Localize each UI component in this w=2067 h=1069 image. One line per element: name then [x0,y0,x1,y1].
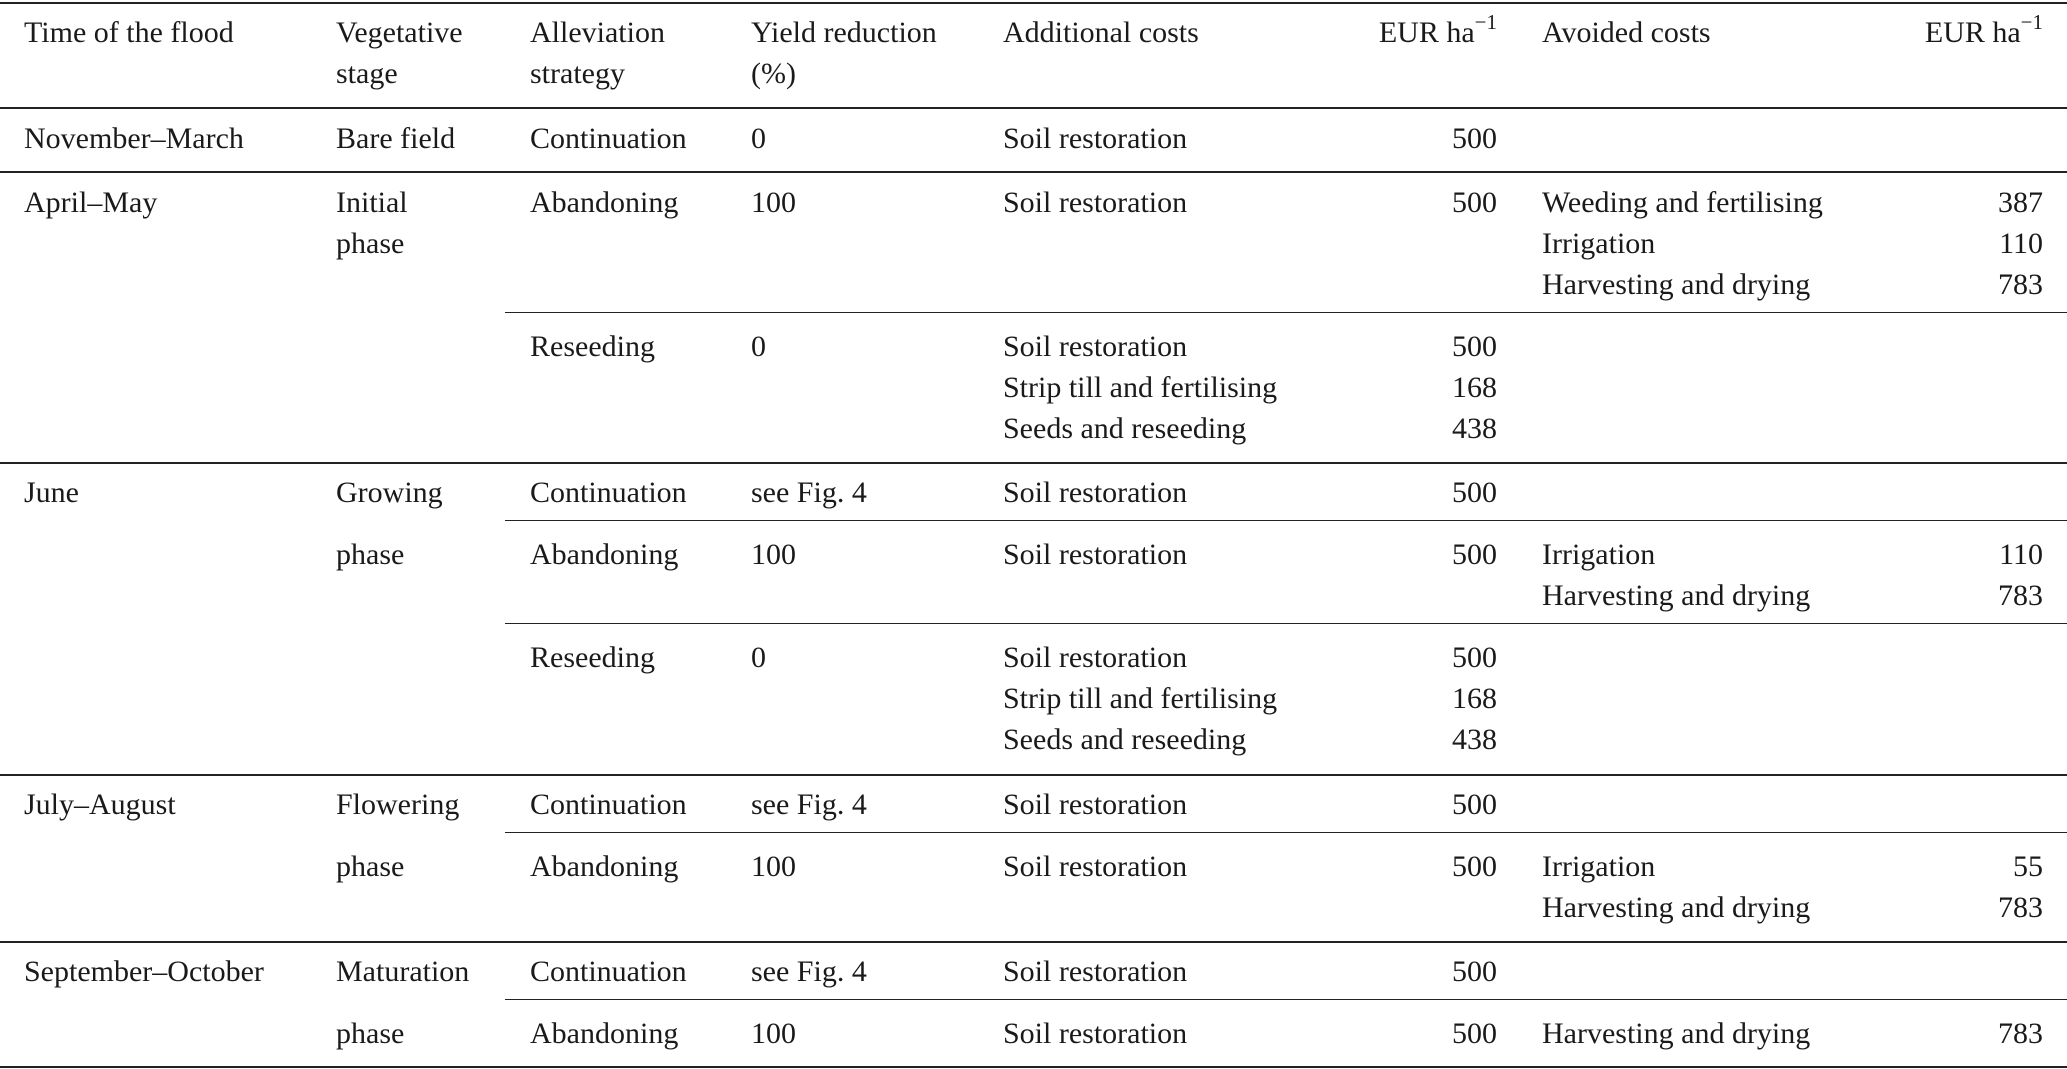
strategy-cell: Continuation [530,788,687,821]
time-cell: November–March [24,122,244,155]
strategy-cell: Abandoning [530,1017,679,1050]
subgroup-rule [505,520,2067,521]
strategy-cell: Abandoning [530,538,679,571]
yield-cell: 0 [751,330,766,363]
additional-cost-values: 500 168 438 [1452,330,1497,445]
header-strategy: Alleviation strategy [530,16,665,90]
strategy-cell: Abandoning [530,850,679,883]
additional-cost-item: Soil restoration [1003,476,1188,509]
avoided-cost-values: 387 110 783 [1998,186,2043,301]
header-avoided-costs: Avoided costs [1542,16,1711,49]
additional-cost-value: 500 [1452,788,1497,821]
yield-cell: 0 [751,641,766,674]
subgroup-rule [505,999,2067,1000]
yield-cell: see Fig. 4 [751,955,867,988]
additional-cost-value: 500 [1452,955,1497,988]
bottom-rule [0,1066,2067,1068]
header-additional-unit: EUR $ha^{-1}$ [1378,10,1497,49]
additional-cost-item: Soil restoration [1003,186,1188,219]
additional-cost-item: Soil restoration [1003,788,1188,821]
yield-cell: see Fig. 4 [751,788,867,821]
yield-cell: 100 [751,538,796,571]
additional-cost-item: Soil restoration [1003,955,1188,988]
group-rule [0,774,2067,776]
stage-cell: phase [336,538,405,571]
subgroup-rule [505,832,2067,833]
time-cell: June [24,476,79,509]
additional-cost-items: Soil restoration Strip till and fertilising Seeds and reseeding [1003,641,1278,756]
additional-cost-item: Soil restoration [1003,850,1188,883]
avoided-cost-values: 55 783 [1998,850,2043,924]
yield-cell: 0 [751,122,766,155]
avoided-cost-items: Irrigation Harvesting and drying [1542,538,1811,612]
yield-cell: 100 [751,1017,796,1050]
stage-cell: Bare field [336,122,456,155]
stage-cell: Maturation [336,955,470,988]
time-cell: September–October [24,955,264,988]
stage-cell: phase [336,850,405,883]
additional-cost-value: 500 [1452,186,1497,219]
group-rule [0,941,2067,943]
subgroup-rule [505,623,2067,624]
avoided-cost-items: Weeding and fertilising Irrigation Harvesting and drying [1542,186,1823,301]
additional-cost-item: Soil restoration [1003,538,1188,571]
additional-cost-value: 500 [1452,476,1497,509]
additional-cost-value: 500 [1452,850,1497,883]
avoided-cost-items: Irrigation Harvesting and drying [1542,850,1811,924]
additional-cost-value: 500 [1452,538,1497,571]
yield-cell: 100 [751,850,796,883]
strategy-cell: Continuation [530,476,687,509]
stage-cell: Flowering [336,788,460,821]
header-time: Time of the flood [24,16,234,49]
time-cell: July–August [24,788,176,821]
strategy-cell: Reseeding [530,330,655,363]
avoided-cost-values: 110 783 [1998,538,2043,612]
time-cell: April–May [24,186,158,219]
additional-cost-value: 500 [1452,1017,1497,1050]
additional-cost-value: 500 [1452,122,1497,155]
avoided-cost-value: 783 [1998,1017,2043,1050]
additional-cost-item: Soil restoration [1003,1017,1188,1050]
additional-cost-values: 500 168 438 [1452,641,1497,756]
header-stage: Vegetative stage [336,16,463,90]
strategy-cell: Continuation [530,955,687,988]
avoided-cost-item: Harvesting and drying [1542,1017,1811,1050]
stage-cell: phase [336,1017,405,1050]
stage-cell: Growing [336,476,443,509]
header-rule [0,107,2067,109]
header-avoided-unit: EUR $ha^{-1}$ [1924,10,2043,49]
stage-cell: Initial phase [336,186,408,260]
yield-cell: see Fig. 4 [751,476,867,509]
additional-cost-items: Soil restoration Strip till and fertilising Seeds and reseeding [1003,330,1278,445]
yield-cell: 100 [751,186,796,219]
group-rule [0,462,2067,464]
top-rule [0,2,2067,4]
group-rule [0,171,2067,173]
header-additional-costs: Additional costs [1003,16,1199,49]
header-yield: Yield reduction (%) [751,16,937,90]
strategy-cell: Continuation [530,122,687,155]
strategy-cell: Abandoning [530,186,679,219]
strategy-cell: Reseeding [530,641,655,674]
additional-cost-item: Soil restoration [1003,122,1188,155]
subgroup-rule [505,312,2067,313]
